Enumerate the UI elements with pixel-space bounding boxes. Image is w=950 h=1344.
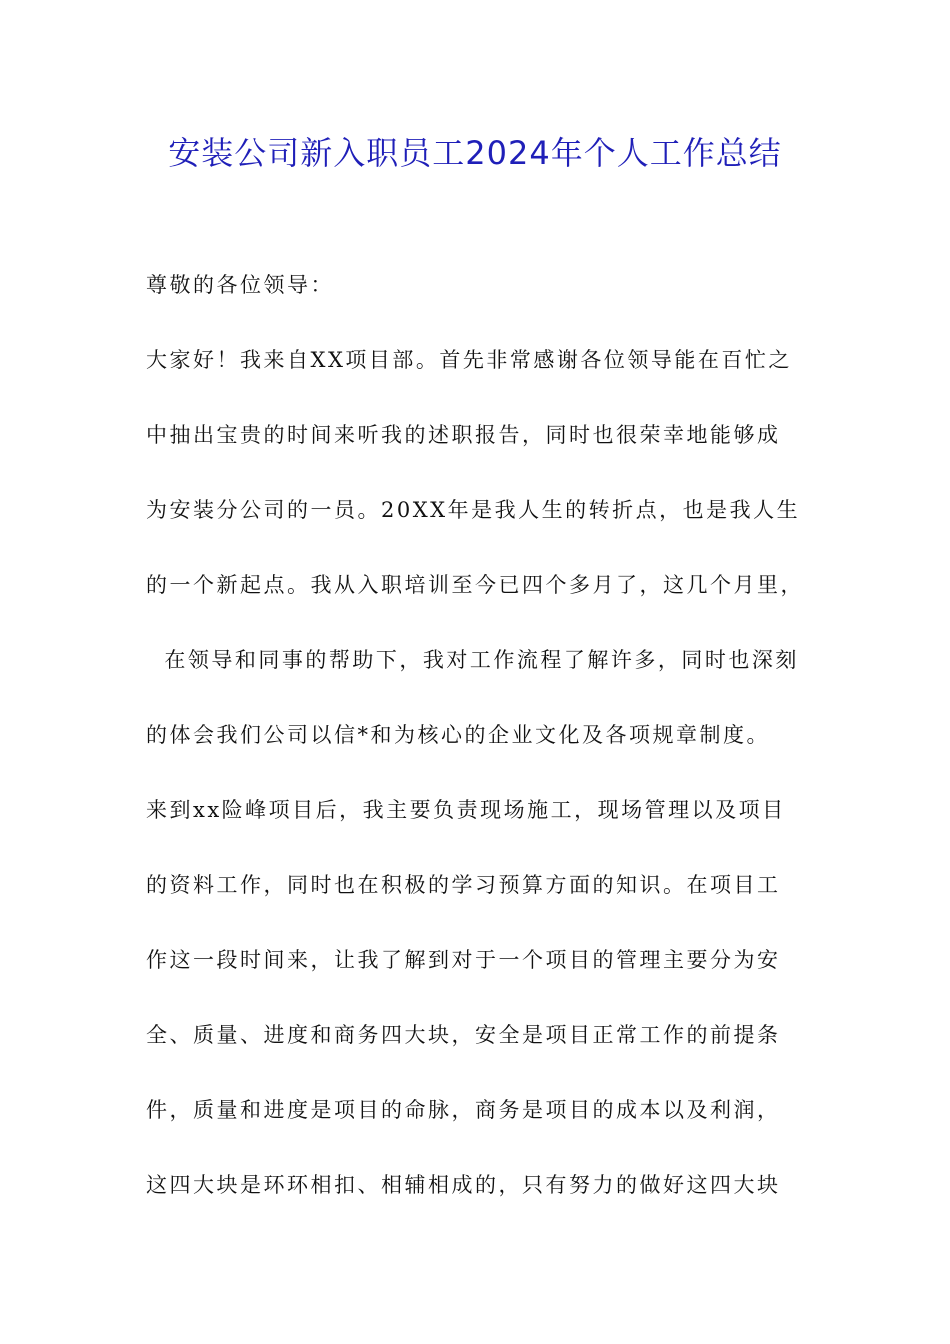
body-line: 的一个新起点。我从入职培训至今已四个多月了，这几个月里，	[146, 573, 804, 597]
body-line: 中抽出宝贵的时间来听我的述职报告，同时也很荣幸地能够成	[146, 423, 781, 447]
body-line: 来到xx险峰项目后，我主要负责现场施工，现场管理以及项目	[146, 798, 786, 822]
body-line-salutation: 尊敬的各位领导：	[146, 273, 334, 297]
body-line: 全、质量、进度和商务四大块，安全是项目正常工作的前提条	[146, 1023, 781, 1047]
body-line: 的资料工作，同时也在积极的学习预算方面的知识。在项目工	[146, 873, 781, 897]
body-line: 这四大块是环环相扣、相辅相成的，只有努力的做好这四大块	[146, 1173, 781, 1197]
body-line: 为安装分公司的一员。20XX年是我人生的转折点，也是我人生	[146, 498, 801, 522]
document-body	[146, 266, 826, 1241]
body-line: 的体会我们公司以信*和为核心的企业文化及各项规章制度。	[146, 723, 770, 747]
body-line: 件，质量和进度是项目的命脉，商务是项目的成本以及利润，	[146, 1098, 781, 1122]
body-line: 大家好！我来自XX项目部。首先非常感谢各位领导能在百忙之	[146, 348, 792, 372]
document-title: 安装公司新入职员工2024年个人工作总结	[168, 134, 782, 172]
body-line: 作这一段时间来，让我了解到对于一个项目的管理主要分为安	[146, 948, 781, 972]
body-line: 在领导和同事的帮助下，我对工作流程了解许多，同时也深刻	[146, 648, 799, 672]
